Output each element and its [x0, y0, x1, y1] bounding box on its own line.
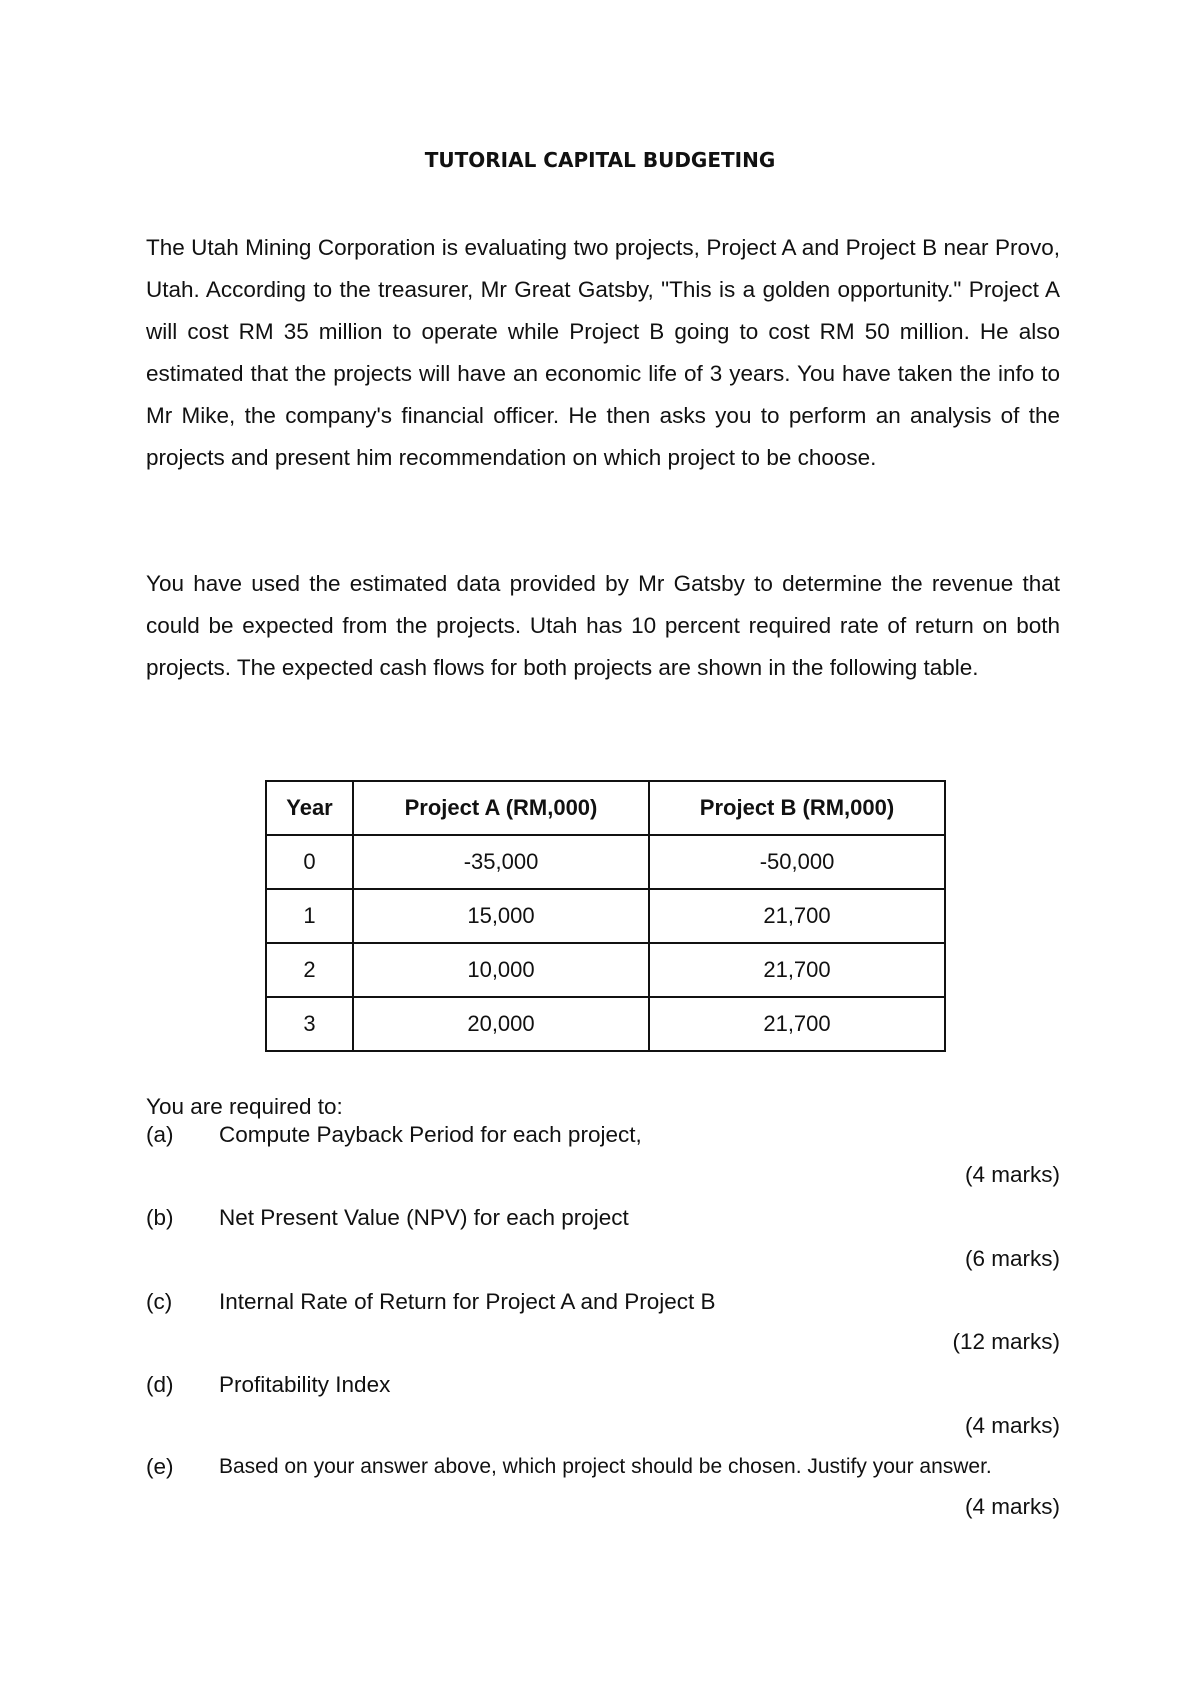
cell-project-a: 10,000 [353, 943, 649, 997]
requirements-intro: You are required to: [146, 1094, 343, 1119]
question-letter: (c) [146, 1289, 173, 1314]
header-project-a: Project A (RM,000) [353, 781, 649, 835]
data-paragraph: You have used the estimated data provided by Mr Gatsby to determine the revenue that could be expected from the projects. Utah has 10 percent required rate of return on both projects. The expected cash flows for both projects are shown in the following table. [146, 571, 1060, 680]
question-text: Based on your answer above, which project should be chosen. Justify your answer. [219, 1455, 992, 1478]
question-letter: (d) [146, 1372, 174, 1397]
table-row [266, 943, 945, 997]
question-c-marks: (12 marks) [952, 1329, 1060, 1354]
cell-project-a: 15,000 [353, 889, 649, 943]
cell-year: 0 [266, 835, 353, 889]
document-title: TUTORIAL CAPITAL BUDGETING [424, 148, 776, 172]
question-d-marks: (4 marks) [965, 1413, 1060, 1438]
cell-year: 2 [266, 943, 353, 997]
header-year: Year [266, 781, 353, 835]
cell-project-b: 21,700 [649, 997, 945, 1051]
question-text: Internal Rate of Return for Project A and Project B [219, 1289, 716, 1314]
cell-project-b: 21,700 [649, 889, 945, 943]
cell-year: 3 [266, 997, 353, 1051]
question-b-marks: (6 marks) [965, 1246, 1060, 1271]
table-row [266, 889, 945, 943]
question-letter: (e) [146, 1454, 174, 1479]
question-letter: (a) [146, 1122, 174, 1147]
table-row [266, 997, 945, 1051]
question-letter: (b) [146, 1205, 174, 1230]
header-project-b: Project B (RM,000) [649, 781, 945, 835]
question-text: Profitability Index [219, 1372, 391, 1397]
table-header-row [266, 781, 945, 835]
question-text: Compute Payback Period for each project, [219, 1122, 642, 1147]
cell-year: 1 [266, 889, 353, 943]
cell-project-b: 21,700 [649, 943, 945, 997]
question-a-marks: (4 marks) [965, 1162, 1060, 1187]
intro-paragraph: The Utah Mining Corporation is evaluating two projects, Project A and Project B near Provo, Utah. According to the treasurer, Mr Great Gatsby, "This is a golden opportunity." Project A will cost RM 35 million to operate while Project B going to cost RM 50 million. He also estimated that the projects will have an economic life of 3 years. You have taken the info to Mr Mike, the company's financial officer. He then asks you to perform an analysis of the projects and present him recommendation on which project to be choose. [146, 235, 1060, 470]
question-e-marks: (4 marks) [965, 1494, 1060, 1519]
cell-project-a: 20,000 [353, 997, 649, 1051]
cash-flow-table [265, 780, 946, 1052]
cell-project-a: -35,000 [353, 835, 649, 889]
cell-project-b: -50,000 [649, 835, 945, 889]
question-text: Net Present Value (NPV) for each project [219, 1205, 629, 1230]
table-row [266, 835, 945, 889]
